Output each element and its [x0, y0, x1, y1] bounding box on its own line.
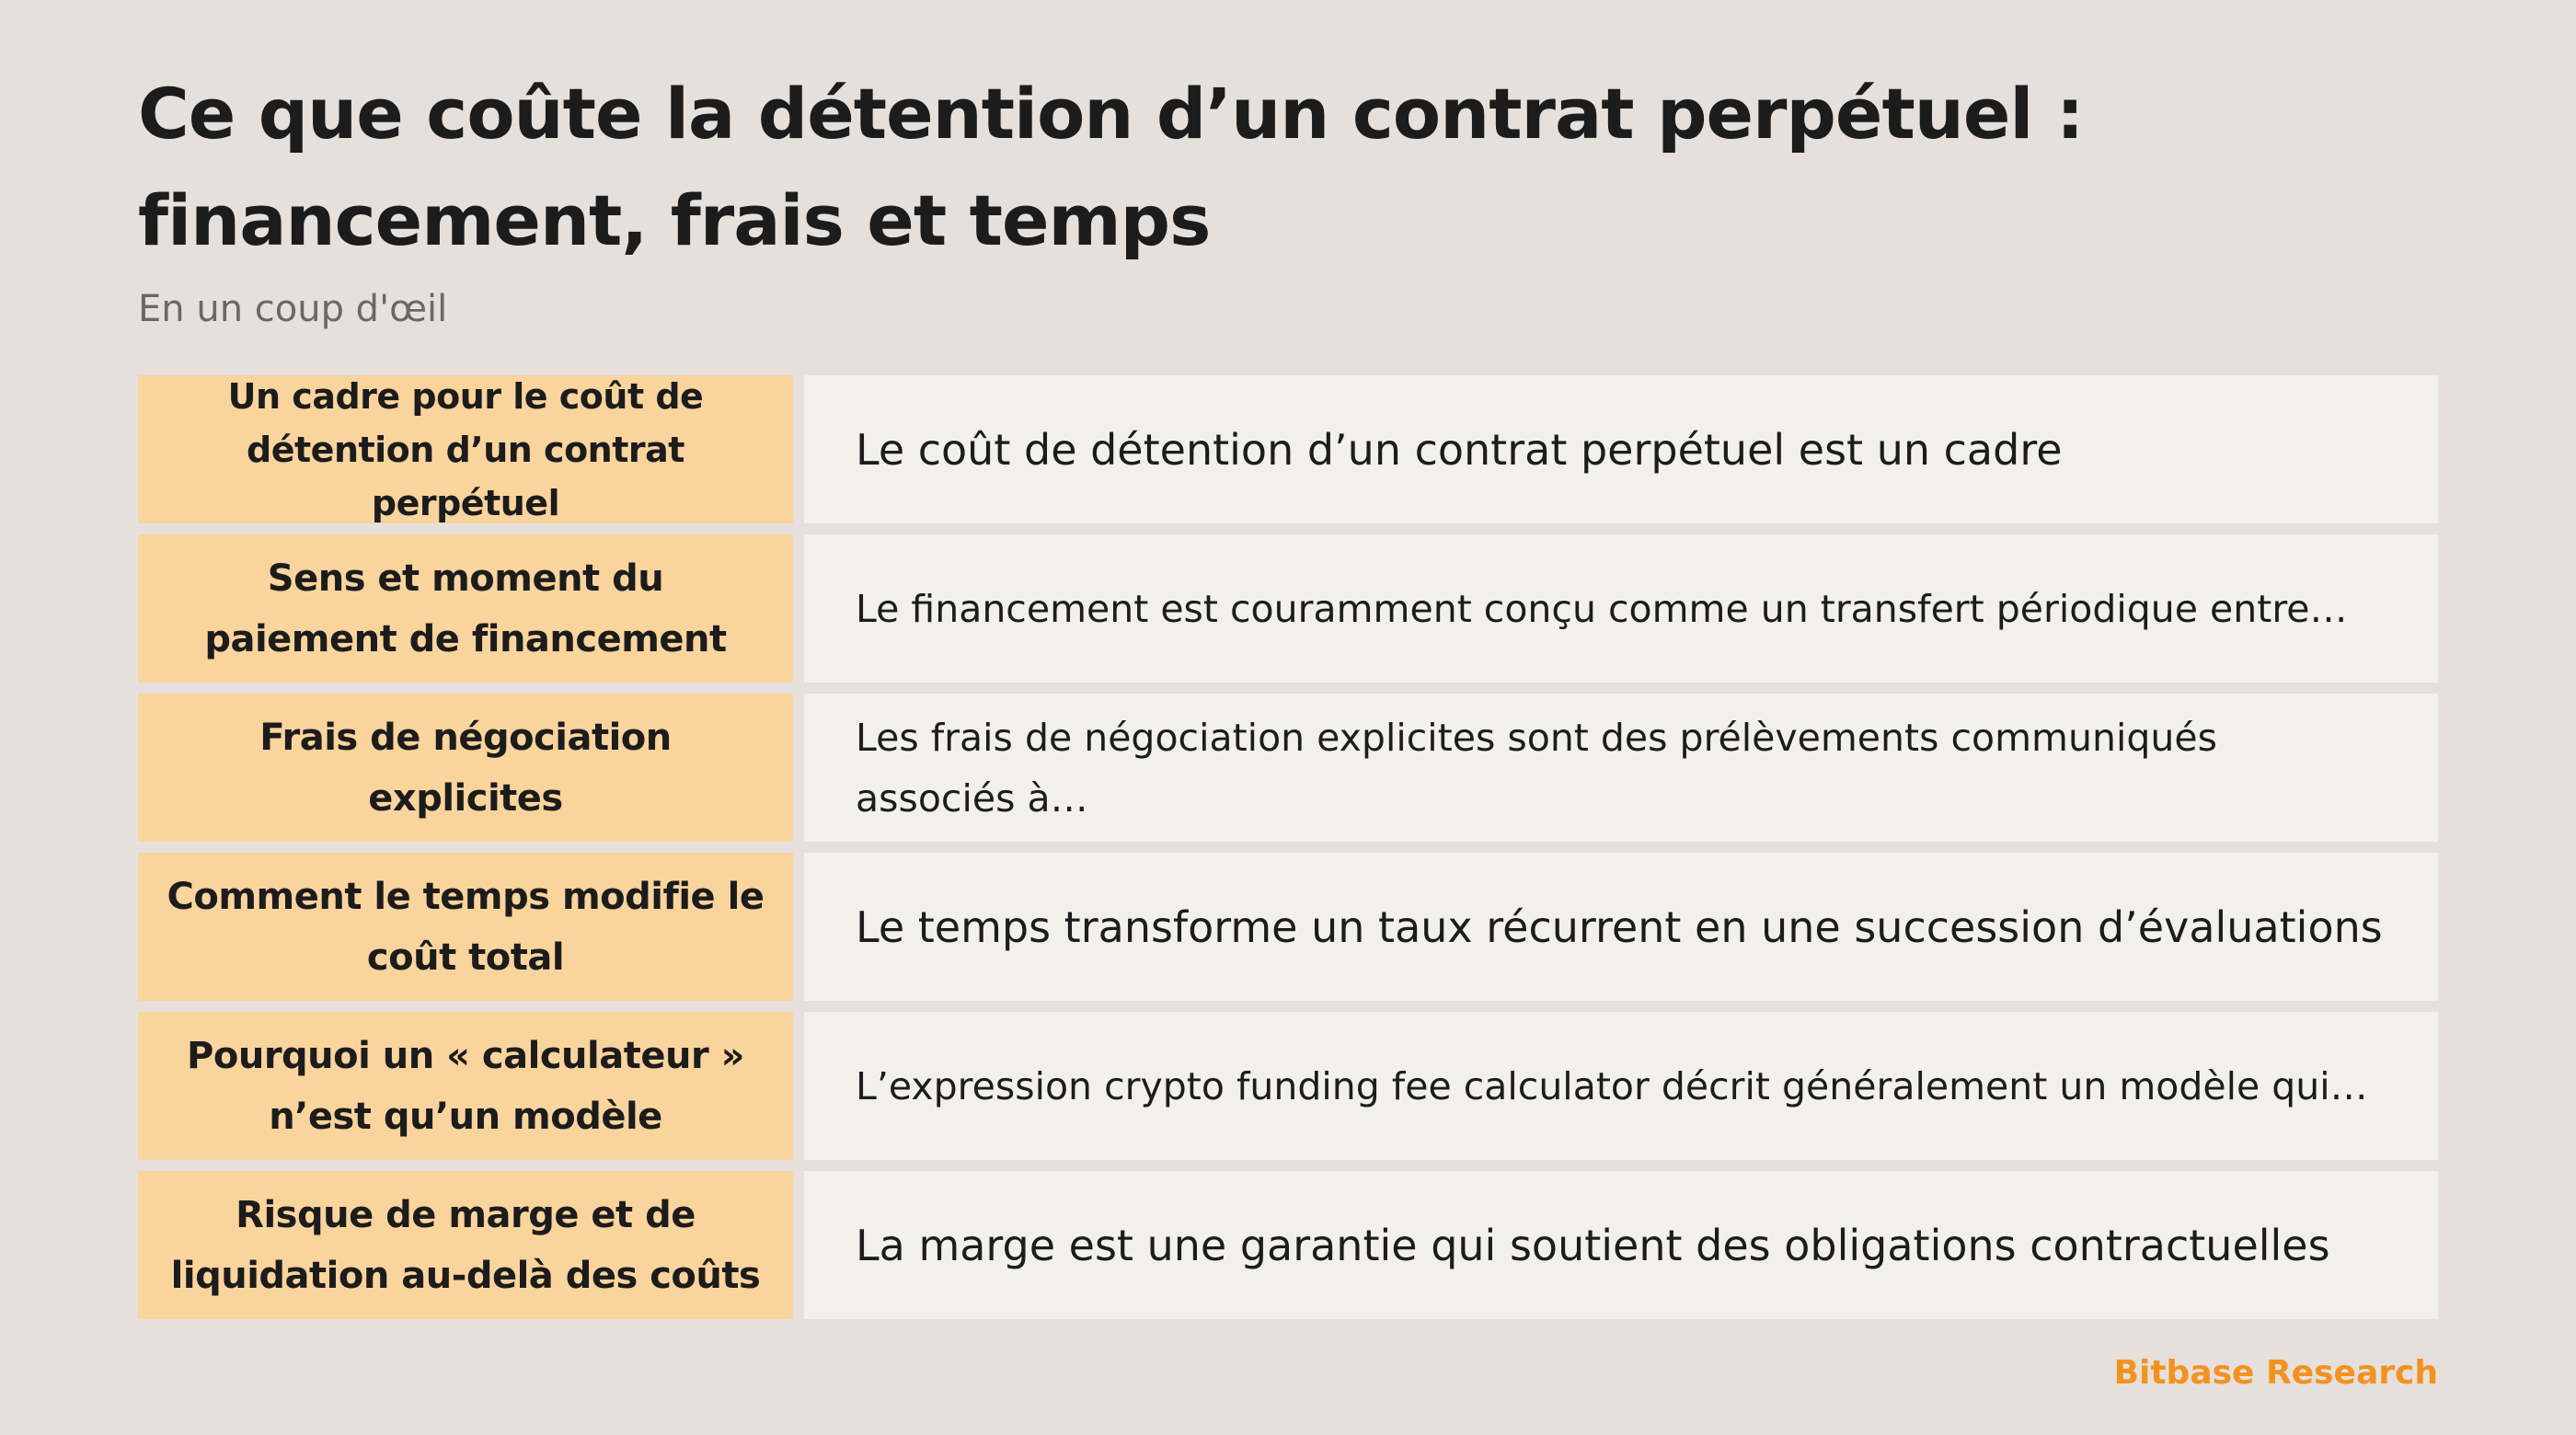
row-description: La marge est une garantie qui soutient des obligations contractuelles: [804, 1171, 2438, 1319]
table-row: [138, 534, 2438, 683]
row-label: Sens et moment du paiement de financement: [138, 534, 793, 683]
table-row: [138, 853, 2438, 1001]
row-label: Frais de négociation explicites: [138, 694, 793, 842]
row-label: Pourquoi un « calculateur » n’est qu’un modèle: [138, 1012, 793, 1160]
table-row: [138, 1171, 2438, 1319]
table-row: [138, 694, 2438, 842]
page-title: Ce que coûte la détention d’un contrat perpétuel : financement, frais et temps: [138, 73, 2084, 261]
row-description: Les frais de négociation explicites sont des prélèvements communiqués associés à…: [804, 694, 2438, 842]
brand-footer: Bitbase Research: [2113, 1354, 2438, 1392]
row-description: Le temps transforme un taux récurrent en une succession d’évaluations: [804, 853, 2438, 1001]
row-label: Un cadre pour le coût de détention d’un contrat perpétuel: [138, 375, 793, 523]
summary-table: [138, 375, 2438, 1319]
page-subtitle: En un coup d'œil: [138, 288, 448, 330]
row-description: Le coût de détention d’un contrat perpétuel est un cadre: [804, 375, 2438, 523]
table-row: [138, 375, 2438, 523]
row-description: L’expression crypto funding fee calculator décrit généralement un modèle qui…: [804, 1012, 2438, 1160]
table-row: [138, 1012, 2438, 1160]
row-description: Le financement est couramment conçu comme un transfert périodique entre…: [804, 534, 2438, 683]
row-label: Comment le temps modifie le coût total: [138, 853, 793, 1001]
row-label: Risque de marge et de liquidation au-delà des coûts: [138, 1171, 793, 1319]
